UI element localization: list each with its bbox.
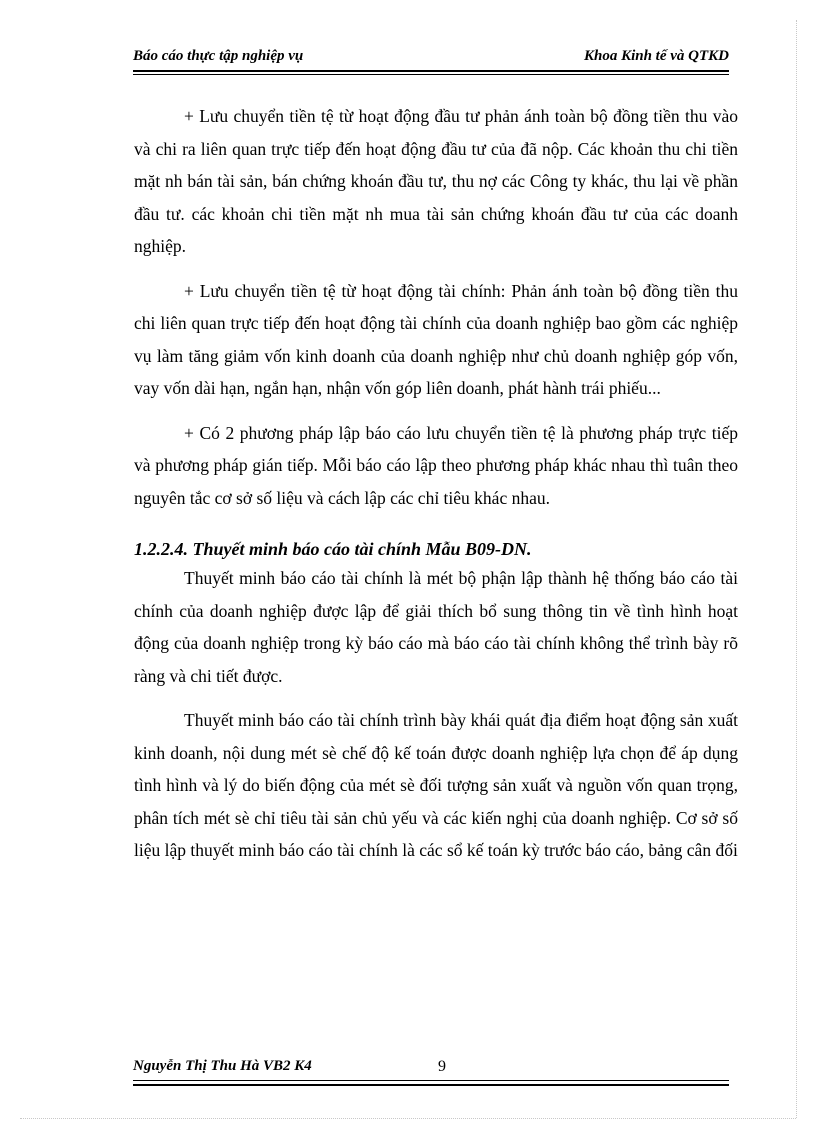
page-footer — [133, 1058, 729, 1080]
page-number: 9 — [438, 1058, 446, 1075]
header-rule-thin — [133, 74, 729, 75]
footer-author: Nguyễn Thị Thu Hà VB2 K4 — [133, 1058, 312, 1074]
paragraph-cash-flow-methods: + Có 2 phương pháp lập báo cáo lưu chuyển tiền tệ là phương pháp trực tiếp và phương pháp gián tiếp. Mỗi báo cáo lập theo phương pháp khác nhau thì tuân theo nguyên tắc cơ sở số liệu và cách lập các chỉ tiêu khác nhau. — [134, 422, 738, 508]
page-header — [133, 48, 729, 70]
footer-rule-thin — [133, 1080, 729, 1081]
paragraph-notes-definition: Thuyết minh báo cáo tài chính là mét bộ phận lập thành hệ thống báo cáo tài chính của doanh nghiệp được lập để giải thích bổ sung thông tin về tình hình hoạt động của doanh nghiệp trong kỳ báo cáo mà báo cáo tài chính không thể trình bày rõ ràng và chi tiết được. — [134, 568, 738, 686]
paragraph-investing-cash-flow: + Lưu chuyển tiền tệ từ hoạt động đầu tư phản ánh toàn bộ đồng tiền thu vào và chi ra liên quan trực tiếp đến hoạt động đầu tư của đã nộp. Các khoản thu chi tiền mặt nh bán tài sản, bán chứng khoán đầu tư, thu nợ các Công ty khác, thu lại về phần đầu tư. các khoản chi tiền mặt nh mua tài sản chứng khoán đầu tư của các doanh nghiệp. — [134, 106, 738, 256]
header-report-title: Báo cáo thực tập nghiệp vụ — [133, 48, 304, 64]
footer-rule-thick — [133, 1084, 729, 1086]
paragraph-notes-content: Thuyết minh báo cáo tài chính trình bày khái quát địa điểm hoạt động sản xuất kinh doanh, nội dung mét sè chế độ kế toán được doanh nghiệp lựa chọn để áp dụng tình hình và lý do biến động của mét sè đối tượng sản xuất và nguồn vốn quan trọng, phân tích mét sè chỉ tiêu tài sản chủ yếu và các kiến nghị của doanh nghiệp. Cơ sở số liệu lập thuyết minh báo cáo tài chính là các sổ kế toán kỳ trước báo cáo, bảng cân đối — [134, 710, 738, 860]
paragraph-financing-cash-flow: + Lưu chuyển tiền tệ từ hoạt động tài chính: Phản ánh toàn bộ đồng tiền thu chi liên quan trực tiếp đến hoạt động tài chính của doanh nghiệp bao gồm các nghiệp vụ làm tăng giảm vốn kinh doanh của doanh nghiệp như chủ doanh nghiệp góp vốn, vay vốn dài hạn, ngắn hạn, nhận vốn góp liên doanh, phát hành trái phiếu... — [134, 280, 738, 398]
header-rule-thick — [133, 70, 729, 72]
page-edge-bottom — [20, 1118, 796, 1119]
page-edge-right — [796, 20, 797, 1118]
page-body — [134, 100, 738, 879]
section-heading: 1.2.2.4. Thuyết minh báo cáo tài chính Mẫu B09-DN. — [134, 539, 532, 559]
header-faculty: Khoa Kinh tế và QTKD — [583, 48, 729, 64]
